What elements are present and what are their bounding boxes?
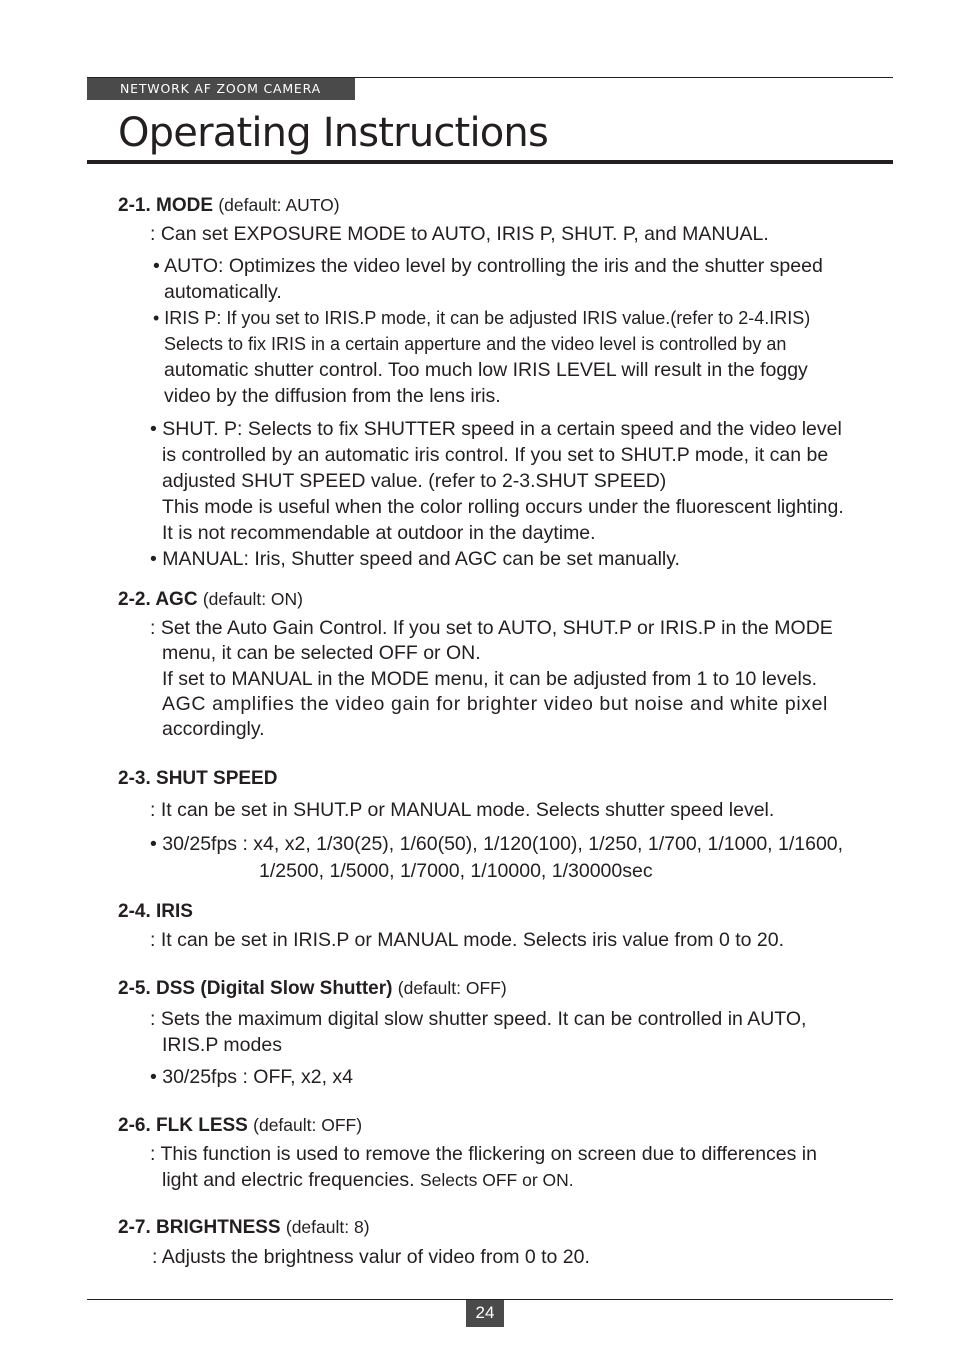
section-default: (default: OFF) <box>253 1115 363 1135</box>
section-default: (default: 8) <box>285 1217 370 1237</box>
body-line: adjusted SHUT SPEED value. (refer to 2-3.SHUT SPEED) <box>162 470 667 492</box>
body-line: If set to MANUAL in the MODE menu, it can be adjusted from 1 to 10 levels. <box>162 668 817 690</box>
body-line: : Can set EXPOSURE MODE to AUTO, IRIS P, SHUT. P, and MANUAL. <box>150 223 769 245</box>
body-line: Selects to fix IRIS in a certain apperture and the video level is controlled by an <box>164 334 787 354</box>
body-line: : Set the Auto Gain Control. If you set to AUTO, SHUT.P or IRIS.P in the MODE <box>150 617 833 639</box>
bullet-line: • 30/25fps : OFF, x2, x4 <box>150 1066 353 1088</box>
body-text: light and electric frequencies. <box>162 1169 415 1191</box>
body-line: accordingly. <box>162 718 265 740</box>
bullet-line: • 30/25fps : x4, x2, 1/30(25), 1/60(50), 1/120(100), 1/250, 1/700, 1/1000, 1/1600, <box>150 833 844 855</box>
body-line: is controlled by an automatic iris control. If you set to SHUT.P mode, it can be <box>162 444 829 466</box>
body-line: : Adjusts the brightness valur of video from 0 to 20. <box>152 1246 590 1268</box>
section-title: 2-2. AGC <box>118 589 198 610</box>
body-line: It is not recommendable at outdoor in the daytime. <box>162 522 596 544</box>
body-line: automatically. <box>164 281 282 303</box>
section-heading-dss <box>118 976 507 1001</box>
section-default: (default: OFF) <box>397 978 507 998</box>
title-underline <box>87 160 893 164</box>
bullet-line: • SHUT. P: Selects to fix SHUTTER speed in a certain speed and the video level <box>150 418 842 440</box>
section-heading-brightness <box>118 1215 370 1240</box>
body-line: : It can be set in IRIS.P or MANUAL mode. Selects iris value from 0 to 20. <box>150 929 785 951</box>
bullet-line: • MANUAL: Iris, Shutter speed and AGC can be set manually. <box>150 548 680 570</box>
body-line: menu, it can be selected OFF or ON. <box>162 642 481 664</box>
section-default: (default: AUTO) <box>218 195 340 215</box>
section-heading-shut-speed <box>118 767 277 791</box>
page-number: 24 <box>466 1300 504 1327</box>
body-line: AGC amplifies the video gain for brighter video but noise and white pixel <box>162 693 828 715</box>
body-line: : It can be set in SHUT.P or MANUAL mode. Selects shutter speed level. <box>150 799 775 821</box>
section-heading-flk-less <box>118 1113 362 1138</box>
bullet-line: • AUTO: Optimizes the video level by controlling the iris and the shutter speed <box>153 255 823 277</box>
section-heading-agc <box>118 587 303 612</box>
bullet-line: • IRIS P: If you set to IRIS.P mode, it can be adjusted IRIS value.(refer to 2-4.IRIS) <box>153 308 811 328</box>
body-line: IRIS.P modes <box>162 1034 282 1056</box>
section-title: 2-5. DSS (Digital Slow Shutter) <box>118 978 393 999</box>
section-title: 2-4. IRIS <box>118 901 193 922</box>
section-heading-mode <box>118 193 340 218</box>
product-tag: NETWORK AF ZOOM CAMERA <box>87 78 355 100</box>
section-title: 2-6. FLK LESS <box>118 1115 248 1136</box>
page-title: Operating Instructions <box>118 110 549 156</box>
body-line: 1/2500, 1/5000, 1/7000, 1/10000, 1/30000sec <box>259 860 653 882</box>
section-title: 2-7. BRIGHTNESS <box>118 1217 281 1238</box>
section-default: (default: ON) <box>202 589 304 609</box>
section-title: 2-1. MODE <box>118 195 214 216</box>
body-line <box>162 1167 574 1193</box>
body-line: : This function is used to remove the flickering on screen due to differences in <box>150 1143 817 1165</box>
body-text-small: Selects OFF or ON. <box>419 1170 574 1190</box>
body-line: automatic shutter control. Too much low IRIS LEVEL will result in the foggy <box>164 359 808 381</box>
body-line: : Sets the maximum digital slow shutter speed. It can be controlled in AUTO, <box>150 1008 807 1030</box>
body-line: video by the diffusion from the lens iris. <box>164 385 501 407</box>
section-heading-iris <box>118 900 193 924</box>
body-line: This mode is useful when the color rolling occurs under the fluorescent lighting. <box>162 496 844 518</box>
section-title: 2-3. SHUT SPEED <box>118 768 278 789</box>
